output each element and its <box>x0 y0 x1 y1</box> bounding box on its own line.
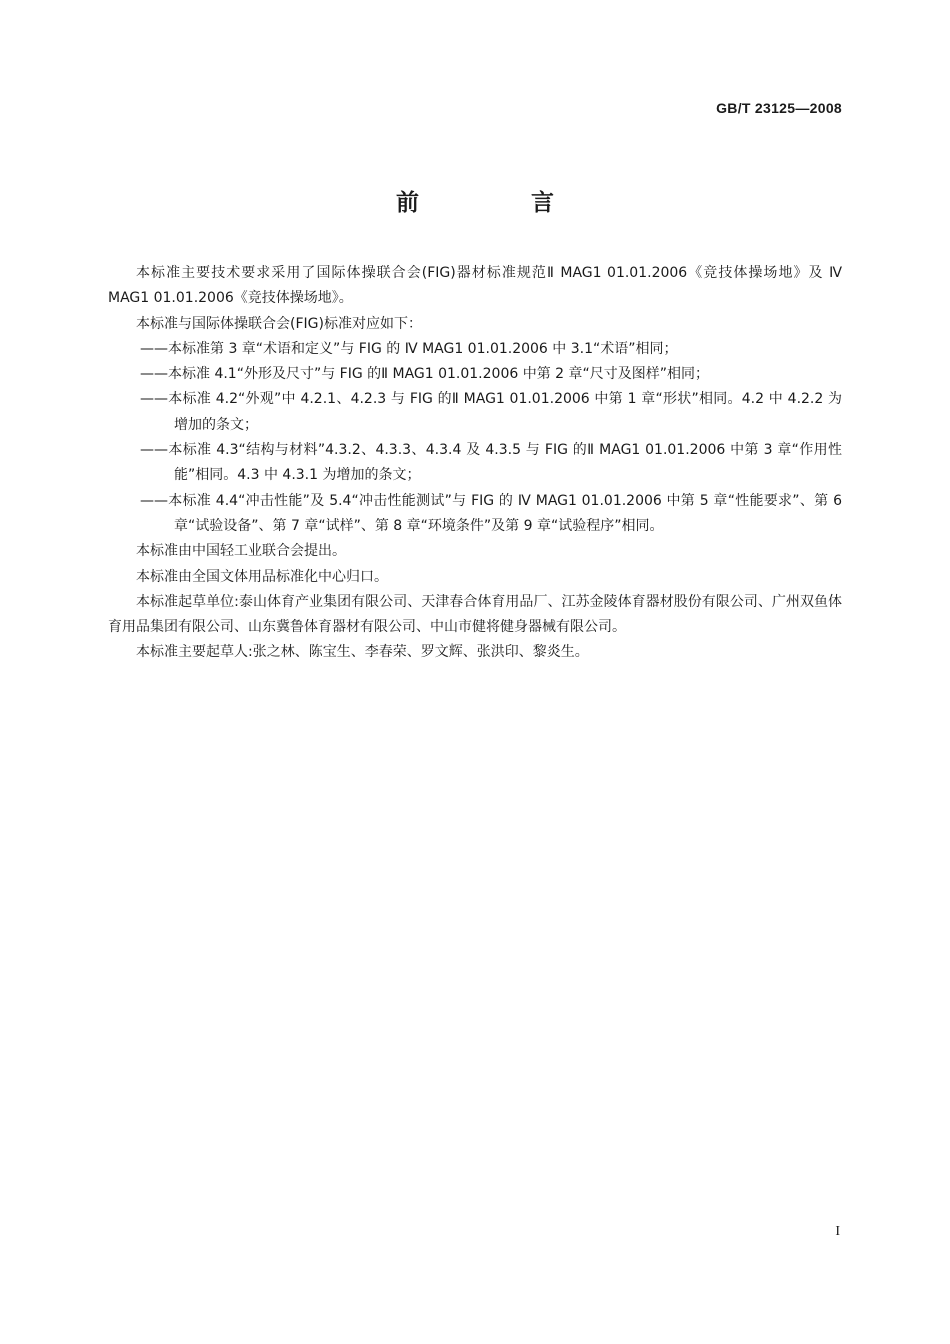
paragraph-correspondence-intro: 本标准与国际体操联合会(FIG)标准对应如下： <box>136 315 422 332</box>
correspondence-item: ——本标准 4.4“冲击性能”及 5.4“冲击性能测试”与 FIG 的 Ⅳ MAG1 01.01.2006 中第 5 章“性能要求”、第 6 章“试验设备”、第 7 章“试样”、第 8 章“环境条件”及第 9 章“试验程序”相同。 <box>140 492 842 534</box>
correspondence-item: ——本标准 4.3“结构与材料”4.3.2、4.3.3、4.3.4 及 4.3.5 与 FIG 的Ⅱ MAG1 01.01.2006 中第 3 章“作用性能”相同。4.3 中 4.3.1 为增加的条文； <box>140 442 842 484</box>
paragraph-drafting-units: 本标准起草单位:泰山体育产业集团有限公司、天津春合体育用品厂、江苏金陵体育器材股份有限公司、广州双鱼体育用品集团有限公司、山东冀鲁体育器材有限公司、中山市健将健身器械有限公司。 <box>108 593 842 636</box>
foreword-body <box>108 261 842 666</box>
paragraph-proposer: 本标准由中国轻工业联合会提出。 <box>136 543 346 560</box>
correspondence-item: ——本标准 4.2“外观”中 4.2.1、4.2.3 与 FIG 的Ⅱ MAG1 01.01.2006 中第 1 章“形状”相同。4.2 中 4.2.2 为增加的条文； <box>140 391 842 433</box>
paragraph-drafters: 本标准主要起草人:张之林、陈宝生、李春荣、罗文辉、张洪印、黎炎生。 <box>136 644 589 661</box>
page-number: I <box>835 1224 840 1239</box>
page-title: 前 言 <box>395 190 606 216</box>
paragraph-administrator: 本标准由全国文体用品标准化中心归口。 <box>136 568 388 585</box>
paragraph-adoption: 本标准主要技术要求采用了国际体操联合会(FIG)器材标准规范Ⅱ MAG1 01.01.2006《竞技体操场地》及 Ⅳ MAG1 01.01.2006《竞技体操场地》。 <box>108 265 842 307</box>
correspondence-item: ——本标准 4.1“外形及尺寸”与 FIG 的Ⅱ MAG1 01.01.2006 中第 2 章“尺寸及图样”相同； <box>140 366 710 383</box>
standard-number: GB/T 23125—2008 <box>716 100 842 116</box>
correspondence-item: ——本标准第 3 章“术语和定义”与 FIG 的 Ⅳ MAG1 01.01.2006 中 3.1“术语”相同； <box>140 340 678 357</box>
